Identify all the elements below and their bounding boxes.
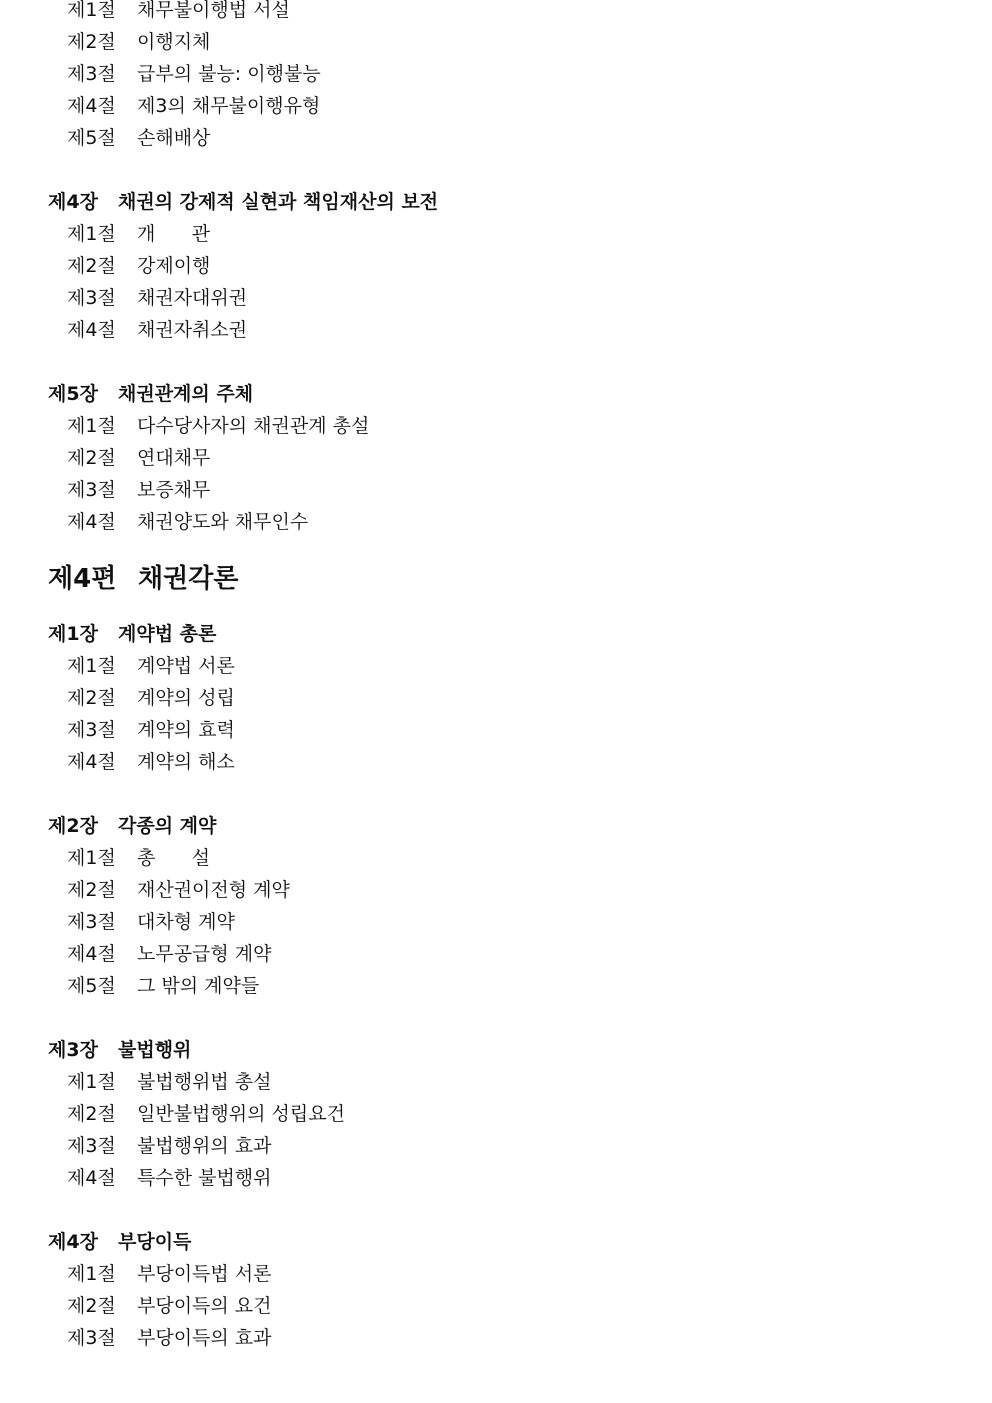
- section-number: 제2절: [67, 687, 116, 709]
- section-entry: [0, 474, 992, 506]
- section-entry: [0, 938, 992, 970]
- section-title: 부당이득법 서론: [137, 1263, 272, 1285]
- section-title: 채권자대위권: [137, 287, 248, 309]
- section-entry: [0, 1130, 992, 1162]
- section-number: 제3절: [67, 911, 116, 933]
- section-number: 제2절: [67, 447, 116, 469]
- part-number: 제4편: [48, 564, 117, 594]
- section-entry: [0, 1258, 992, 1290]
- chapter-heading: [0, 1034, 992, 1066]
- section-entry: [0, 906, 992, 938]
- section-title: 손해배상: [137, 127, 211, 149]
- section-title: 계약법 서론: [137, 655, 235, 677]
- section-entry: [0, 122, 992, 154]
- section-number: 제4절: [67, 511, 116, 533]
- section-entry: [0, 842, 992, 874]
- chapter-heading: [0, 1226, 992, 1258]
- section-number: 제1절: [67, 655, 116, 677]
- section-entry: [0, 874, 992, 906]
- chapter-title: 채권의 강제적 실현과 책임재산의 보전: [118, 191, 439, 213]
- chapter-heading: [0, 378, 992, 410]
- section-title: 채권자취소권: [137, 319, 248, 341]
- section-number: 제1절: [67, 847, 116, 869]
- section-entry: [0, 650, 992, 682]
- chapter-number: 제3장: [48, 1039, 98, 1061]
- section-title: 다수당사자의 채권관계 총설: [137, 415, 370, 437]
- section-number: 제3절: [67, 1135, 116, 1157]
- spacer: [0, 154, 992, 186]
- section-title: 노무공급형 계약: [137, 943, 272, 965]
- section-number: 제2절: [67, 31, 116, 53]
- spacer: [0, 538, 992, 554]
- section-entry: [0, 250, 992, 282]
- section-entry: [0, 1066, 992, 1098]
- chapter-number: 제4장: [48, 191, 98, 213]
- section-number: 제1절: [67, 1071, 116, 1093]
- section-number: 제1절: [67, 0, 116, 21]
- chapter-title: 부당이득: [118, 1231, 192, 1253]
- spacer: [0, 604, 992, 618]
- section-entry: [0, 26, 992, 58]
- spacer: [0, 778, 992, 810]
- part-title: 채권각론: [138, 564, 239, 594]
- section-title: 총 설: [137, 847, 210, 869]
- section-title: 계약의 효력: [137, 719, 235, 741]
- section-title: 강제이행: [137, 255, 211, 277]
- chapter-title: 채권관계의 주체: [118, 383, 254, 405]
- section-number: 제4절: [67, 319, 116, 341]
- section-title: 불법행위의 효과: [137, 1135, 272, 1157]
- section-title: 채무불이행법 서설: [137, 0, 290, 21]
- section-entry: [0, 682, 992, 714]
- section-title: 계약의 성립: [137, 687, 235, 709]
- section-number: 제3절: [67, 1327, 116, 1349]
- section-entry: [0, 410, 992, 442]
- section-title: 일반불법행위의 성립요건: [137, 1103, 345, 1125]
- spacer: [0, 1002, 992, 1034]
- chapter-number: 제1장: [48, 623, 98, 645]
- section-title: 채권양도와 채무인수: [137, 511, 309, 533]
- section-title: 보증채무: [137, 479, 211, 501]
- section-entry: [0, 442, 992, 474]
- section-title: 이행지체: [137, 31, 211, 53]
- section-entry: [0, 1322, 992, 1354]
- section-title: 특수한 불법행위: [137, 1167, 272, 1189]
- section-entry: [0, 506, 992, 538]
- section-title: 제3의 채무불이행유형: [137, 95, 321, 117]
- section-number: 제5절: [67, 127, 116, 149]
- section-number: 제2절: [67, 1103, 116, 1125]
- section-title: 부당이득의 요건: [137, 1295, 272, 1317]
- chapter-number: 제5장: [48, 383, 98, 405]
- section-entry: [0, 1162, 992, 1194]
- section-title: 대차형 계약: [137, 911, 235, 933]
- chapter-heading: [0, 618, 992, 650]
- section-entry: [0, 714, 992, 746]
- chapter-title: 계약법 총론: [118, 623, 217, 645]
- chapter-heading: [0, 186, 992, 218]
- section-number: 제2절: [67, 879, 116, 901]
- chapter-title: 불법행위: [118, 1039, 192, 1061]
- section-number: 제4절: [67, 1167, 116, 1189]
- section-number: 제4절: [67, 751, 116, 773]
- section-title: 계약의 해소: [137, 751, 235, 773]
- section-entry: [0, 970, 992, 1002]
- section-number: 제2절: [67, 1295, 116, 1317]
- section-entry: [0, 282, 992, 314]
- chapter-title: 각종의 계약: [118, 815, 217, 837]
- section-title: 그 밖의 계약들: [137, 975, 260, 997]
- section-number: 제1절: [67, 1263, 116, 1285]
- spacer: [0, 1194, 992, 1226]
- section-title: 급부의 불능: 이행불능: [137, 63, 321, 85]
- section-entry: [0, 1290, 992, 1322]
- section-title: 개 관: [137, 223, 210, 245]
- section-entry: [0, 1098, 992, 1130]
- part-heading: [0, 554, 992, 604]
- section-number: 제2절: [67, 255, 116, 277]
- section-number: 제1절: [67, 415, 116, 437]
- section-title: 불법행위법 총설: [137, 1071, 272, 1093]
- section-number: 제3절: [67, 479, 116, 501]
- section-number: 제4절: [67, 943, 116, 965]
- section-title: 부당이득의 효과: [137, 1327, 272, 1349]
- chapter-number: 제2장: [48, 815, 98, 837]
- section-entry: [0, 218, 992, 250]
- section-entry: [0, 58, 992, 90]
- section-entry: [0, 90, 992, 122]
- section-entry: [0, 0, 992, 26]
- section-entry: [0, 314, 992, 346]
- spacer: [0, 346, 992, 378]
- section-number: 제3절: [67, 719, 116, 741]
- section-number: 제4절: [67, 95, 116, 117]
- chapter-heading: [0, 810, 992, 842]
- section-title: 연대채무: [137, 447, 211, 469]
- section-number: 제1절: [67, 223, 116, 245]
- chapter-number: 제4장: [48, 1231, 98, 1253]
- section-title: 재산권이전형 계약: [137, 879, 290, 901]
- section-number: 제3절: [67, 287, 116, 309]
- section-number: 제5절: [67, 975, 116, 997]
- section-number: 제3절: [67, 63, 116, 85]
- section-entry: [0, 746, 992, 778]
